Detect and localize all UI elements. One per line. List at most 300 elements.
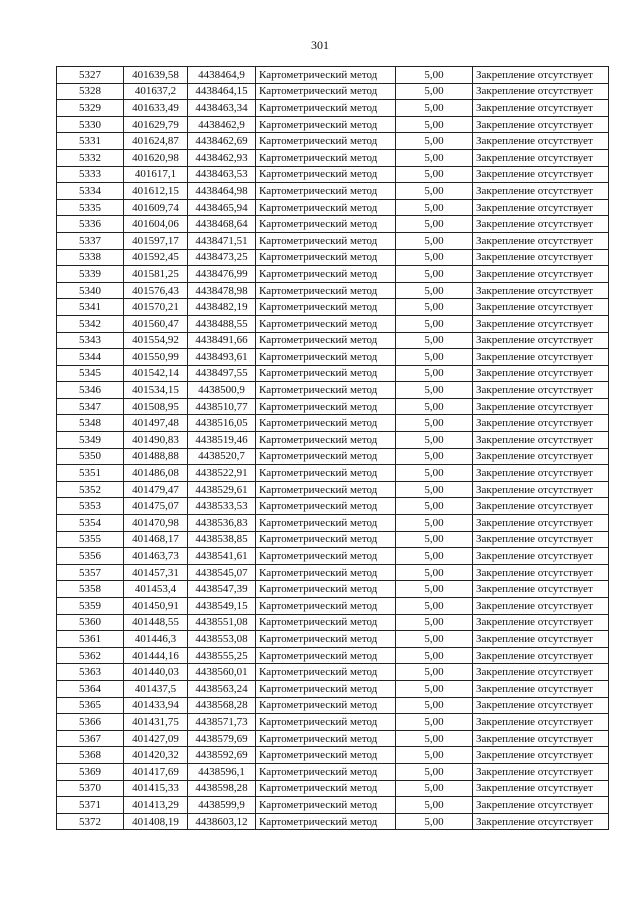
x-coordinate-cell: 401554,92 — [124, 332, 188, 349]
point-number-cell: 5362 — [57, 647, 124, 664]
method-cell: Картометрический метод — [256, 299, 396, 316]
table-row — [57, 813, 609, 830]
fixation-cell: Закрепление отсутствует — [473, 614, 609, 631]
table-row — [57, 614, 609, 631]
accuracy-cell: 5,00 — [396, 531, 473, 548]
y-coordinate-cell: 4438592,69 — [188, 747, 256, 764]
y-coordinate-cell: 4438563,24 — [188, 680, 256, 697]
method-cell: Картометрический метод — [256, 548, 396, 565]
accuracy-cell: 5,00 — [396, 332, 473, 349]
x-coordinate-cell: 401446,3 — [124, 631, 188, 648]
x-coordinate-cell: 401612,15 — [124, 183, 188, 200]
point-number-cell: 5356 — [57, 548, 124, 565]
x-coordinate-cell: 401437,5 — [124, 680, 188, 697]
fixation-cell: Закрепление отсутствует — [473, 548, 609, 565]
point-number-cell: 5355 — [57, 531, 124, 548]
method-cell: Картометрический метод — [256, 116, 396, 133]
y-coordinate-cell: 4438497,55 — [188, 365, 256, 382]
method-cell: Картометрический метод — [256, 398, 396, 415]
point-number-cell: 5359 — [57, 598, 124, 615]
y-coordinate-cell: 4438476,99 — [188, 266, 256, 283]
accuracy-cell: 5,00 — [396, 498, 473, 515]
coordinates-table-body — [57, 67, 609, 830]
table-row — [57, 797, 609, 814]
table-row — [57, 564, 609, 581]
x-coordinate-cell: 401604,06 — [124, 216, 188, 233]
method-cell: Картометрический метод — [256, 83, 396, 100]
y-coordinate-cell: 4438560,01 — [188, 664, 256, 681]
table-row — [57, 349, 609, 366]
x-coordinate-cell: 401508,95 — [124, 398, 188, 415]
point-number-cell: 5360 — [57, 614, 124, 631]
method-cell: Картометрический метод — [256, 614, 396, 631]
method-cell: Картометрический метод — [256, 415, 396, 432]
fixation-cell: Закрепление отсутствует — [473, 448, 609, 465]
y-coordinate-cell: 4438555,25 — [188, 647, 256, 664]
method-cell: Картометрический метод — [256, 780, 396, 797]
x-coordinate-cell: 401617,1 — [124, 166, 188, 183]
fixation-cell: Закрепление отсутствует — [473, 83, 609, 100]
method-cell: Картометрический метод — [256, 315, 396, 332]
point-number-cell: 5329 — [57, 100, 124, 117]
point-number-cell: 5371 — [57, 797, 124, 814]
x-coordinate-cell: 401444,16 — [124, 647, 188, 664]
point-number-cell: 5327 — [57, 67, 124, 84]
accuracy-cell: 5,00 — [396, 614, 473, 631]
x-coordinate-cell: 401433,94 — [124, 697, 188, 714]
table-row — [57, 232, 609, 249]
point-number-cell: 5349 — [57, 432, 124, 449]
table-row — [57, 332, 609, 349]
x-coordinate-cell: 401497,48 — [124, 415, 188, 432]
table-row — [57, 481, 609, 498]
accuracy-cell: 5,00 — [396, 216, 473, 233]
table-row — [57, 515, 609, 532]
accuracy-cell: 5,00 — [396, 714, 473, 731]
accuracy-cell: 5,00 — [396, 664, 473, 681]
y-coordinate-cell: 4438568,28 — [188, 697, 256, 714]
table-row — [57, 714, 609, 731]
accuracy-cell: 5,00 — [396, 763, 473, 780]
fixation-cell: Закрепление отсутствует — [473, 813, 609, 830]
x-coordinate-cell: 401431,75 — [124, 714, 188, 731]
x-coordinate-cell: 401490,83 — [124, 432, 188, 449]
y-coordinate-cell: 4438549,15 — [188, 598, 256, 615]
point-number-cell: 5342 — [57, 315, 124, 332]
y-coordinate-cell: 4438516,05 — [188, 415, 256, 432]
y-coordinate-cell: 4438547,39 — [188, 581, 256, 598]
method-cell: Картометрический метод — [256, 67, 396, 84]
point-number-cell: 5350 — [57, 448, 124, 465]
fixation-cell: Закрепление отсутствует — [473, 564, 609, 581]
accuracy-cell: 5,00 — [396, 581, 473, 598]
fixation-cell: Закрепление отсутствует — [473, 664, 609, 681]
accuracy-cell: 5,00 — [396, 249, 473, 266]
y-coordinate-cell: 4438599,9 — [188, 797, 256, 814]
fixation-cell: Закрепление отсутствует — [473, 100, 609, 117]
method-cell: Картометрический метод — [256, 680, 396, 697]
fixation-cell: Закрепление отсутствует — [473, 199, 609, 216]
method-cell: Картометрический метод — [256, 100, 396, 117]
fixation-cell: Закрепление отсутствует — [473, 730, 609, 747]
method-cell: Картометрический метод — [256, 448, 396, 465]
coordinates-table — [56, 66, 609, 830]
point-number-cell: 5338 — [57, 249, 124, 266]
table-row — [57, 183, 609, 200]
point-number-cell: 5331 — [57, 133, 124, 150]
method-cell: Картометрический метод — [256, 183, 396, 200]
y-coordinate-cell: 4438533,53 — [188, 498, 256, 515]
point-number-cell: 5345 — [57, 365, 124, 382]
accuracy-cell: 5,00 — [396, 564, 473, 581]
fixation-cell: Закрепление отсутствует — [473, 232, 609, 249]
method-cell: Картометрический метод — [256, 747, 396, 764]
point-number-cell: 5370 — [57, 780, 124, 797]
accuracy-cell: 5,00 — [396, 432, 473, 449]
point-number-cell: 5368 — [57, 747, 124, 764]
x-coordinate-cell: 401560,47 — [124, 315, 188, 332]
point-number-cell: 5364 — [57, 680, 124, 697]
accuracy-cell: 5,00 — [396, 797, 473, 814]
point-number-cell: 5353 — [57, 498, 124, 515]
method-cell: Картометрический метод — [256, 232, 396, 249]
x-coordinate-cell: 401463,73 — [124, 548, 188, 565]
x-coordinate-cell: 401420,32 — [124, 747, 188, 764]
y-coordinate-cell: 4438598,28 — [188, 780, 256, 797]
x-coordinate-cell: 401639,58 — [124, 67, 188, 84]
x-coordinate-cell: 401576,43 — [124, 282, 188, 299]
fixation-cell: Закрепление отсутствует — [473, 531, 609, 548]
method-cell: Картометрический метод — [256, 581, 396, 598]
y-coordinate-cell: 4438462,9 — [188, 116, 256, 133]
method-cell: Картометрический метод — [256, 216, 396, 233]
table-row — [57, 398, 609, 415]
accuracy-cell: 5,00 — [396, 448, 473, 465]
fixation-cell: Закрепление отсутствует — [473, 432, 609, 449]
table-row — [57, 116, 609, 133]
fixation-cell: Закрепление отсутствует — [473, 680, 609, 697]
table-row — [57, 266, 609, 283]
y-coordinate-cell: 4438491,66 — [188, 332, 256, 349]
x-coordinate-cell: 401475,07 — [124, 498, 188, 515]
accuracy-cell: 5,00 — [396, 813, 473, 830]
x-coordinate-cell: 401581,25 — [124, 266, 188, 283]
fixation-cell: Закрепление отсутствует — [473, 332, 609, 349]
accuracy-cell: 5,00 — [396, 515, 473, 532]
table-row — [57, 581, 609, 598]
y-coordinate-cell: 4438536,83 — [188, 515, 256, 532]
accuracy-cell: 5,00 — [396, 282, 473, 299]
method-cell: Картометрический метод — [256, 432, 396, 449]
method-cell: Картометрический метод — [256, 730, 396, 747]
table-row — [57, 763, 609, 780]
accuracy-cell: 5,00 — [396, 315, 473, 332]
table-row — [57, 382, 609, 399]
accuracy-cell: 5,00 — [396, 631, 473, 648]
x-coordinate-cell: 401624,87 — [124, 133, 188, 150]
point-number-cell: 5358 — [57, 581, 124, 598]
point-number-cell: 5335 — [57, 199, 124, 216]
table-row — [57, 249, 609, 266]
point-number-cell: 5352 — [57, 481, 124, 498]
accuracy-cell: 5,00 — [396, 299, 473, 316]
fixation-cell: Закрепление отсутствует — [473, 349, 609, 366]
y-coordinate-cell: 4438596,1 — [188, 763, 256, 780]
x-coordinate-cell: 401597,17 — [124, 232, 188, 249]
point-number-cell: 5357 — [57, 564, 124, 581]
accuracy-cell: 5,00 — [396, 548, 473, 565]
point-number-cell: 5344 — [57, 349, 124, 366]
method-cell: Картометрический метод — [256, 481, 396, 498]
fixation-cell: Закрепление отсутствует — [473, 266, 609, 283]
point-number-cell: 5336 — [57, 216, 124, 233]
point-number-cell: 5341 — [57, 299, 124, 316]
y-coordinate-cell: 4438464,98 — [188, 183, 256, 200]
point-number-cell: 5343 — [57, 332, 124, 349]
method-cell: Картометрический метод — [256, 249, 396, 266]
y-coordinate-cell: 4438465,94 — [188, 199, 256, 216]
point-number-cell: 5365 — [57, 697, 124, 714]
fixation-cell: Закрепление отсутствует — [473, 365, 609, 382]
table-row — [57, 83, 609, 100]
table-row — [57, 631, 609, 648]
x-coordinate-cell: 401468,17 — [124, 531, 188, 548]
point-number-cell: 5367 — [57, 730, 124, 747]
point-number-cell: 5333 — [57, 166, 124, 183]
accuracy-cell: 5,00 — [396, 647, 473, 664]
x-coordinate-cell: 401470,98 — [124, 515, 188, 532]
table-row — [57, 780, 609, 797]
method-cell: Картометрический метод — [256, 349, 396, 366]
method-cell: Картометрический метод — [256, 697, 396, 714]
point-number-cell: 5340 — [57, 282, 124, 299]
method-cell: Картометрический метод — [256, 382, 396, 399]
accuracy-cell: 5,00 — [396, 780, 473, 797]
point-number-cell: 5363 — [57, 664, 124, 681]
fixation-cell: Закрепление отсутствует — [473, 481, 609, 498]
table-row — [57, 730, 609, 747]
accuracy-cell: 5,00 — [396, 398, 473, 415]
fixation-cell: Закрепление отсутствует — [473, 631, 609, 648]
fixation-cell: Закрепление отсутствует — [473, 166, 609, 183]
accuracy-cell: 5,00 — [396, 67, 473, 84]
x-coordinate-cell: 401592,45 — [124, 249, 188, 266]
table-row — [57, 415, 609, 432]
accuracy-cell: 5,00 — [396, 199, 473, 216]
method-cell: Картометрический метод — [256, 515, 396, 532]
x-coordinate-cell: 401620,98 — [124, 149, 188, 166]
x-coordinate-cell: 401453,4 — [124, 581, 188, 598]
fixation-cell: Закрепление отсутствует — [473, 647, 609, 664]
fixation-cell: Закрепление отсутствует — [473, 515, 609, 532]
x-coordinate-cell: 401542,14 — [124, 365, 188, 382]
y-coordinate-cell: 4438520,7 — [188, 448, 256, 465]
y-coordinate-cell: 4438541,61 — [188, 548, 256, 565]
accuracy-cell: 5,00 — [396, 481, 473, 498]
point-number-cell: 5366 — [57, 714, 124, 731]
method-cell: Картометрический метод — [256, 149, 396, 166]
fixation-cell: Закрепление отсутствует — [473, 581, 609, 598]
fixation-cell: Закрепление отсутствует — [473, 249, 609, 266]
y-coordinate-cell: 4438553,08 — [188, 631, 256, 648]
method-cell: Картометрический метод — [256, 763, 396, 780]
table-row — [57, 465, 609, 482]
method-cell: Картометрический метод — [256, 714, 396, 731]
y-coordinate-cell: 4438500,9 — [188, 382, 256, 399]
fixation-cell: Закрепление отсутствует — [473, 183, 609, 200]
x-coordinate-cell: 401550,99 — [124, 349, 188, 366]
x-coordinate-cell: 401637,2 — [124, 83, 188, 100]
table-row — [57, 149, 609, 166]
y-coordinate-cell: 4438603,12 — [188, 813, 256, 830]
method-cell: Картометрический метод — [256, 266, 396, 283]
point-number-cell: 5328 — [57, 83, 124, 100]
accuracy-cell: 5,00 — [396, 349, 473, 366]
table-row — [57, 100, 609, 117]
table-row — [57, 299, 609, 316]
x-coordinate-cell: 401417,69 — [124, 763, 188, 780]
table-row — [57, 282, 609, 299]
point-number-cell: 5332 — [57, 149, 124, 166]
accuracy-cell: 5,00 — [396, 697, 473, 714]
accuracy-cell: 5,00 — [396, 183, 473, 200]
method-cell: Картометрический метод — [256, 531, 396, 548]
y-coordinate-cell: 4438571,73 — [188, 714, 256, 731]
y-coordinate-cell: 4438464,9 — [188, 67, 256, 84]
point-number-cell: 5347 — [57, 398, 124, 415]
table-row — [57, 647, 609, 664]
y-coordinate-cell: 4438579,69 — [188, 730, 256, 747]
table-row — [57, 697, 609, 714]
y-coordinate-cell: 4438482,19 — [188, 299, 256, 316]
table-row — [57, 315, 609, 332]
accuracy-cell: 5,00 — [396, 382, 473, 399]
y-coordinate-cell: 4438473,25 — [188, 249, 256, 266]
point-number-cell: 5354 — [57, 515, 124, 532]
x-coordinate-cell: 401440,03 — [124, 664, 188, 681]
accuracy-cell: 5,00 — [396, 266, 473, 283]
method-cell: Картометрический метод — [256, 465, 396, 482]
table-row — [57, 133, 609, 150]
x-coordinate-cell: 401408,19 — [124, 813, 188, 830]
y-coordinate-cell: 4438471,51 — [188, 232, 256, 249]
point-number-cell: 5369 — [57, 763, 124, 780]
method-cell: Картометрический метод — [256, 564, 396, 581]
y-coordinate-cell: 4438529,61 — [188, 481, 256, 498]
fixation-cell: Закрепление отсутствует — [473, 415, 609, 432]
x-coordinate-cell: 401488,88 — [124, 448, 188, 465]
table-row — [57, 432, 609, 449]
table-row — [57, 664, 609, 681]
x-coordinate-cell: 401486,08 — [124, 465, 188, 482]
x-coordinate-cell: 401570,21 — [124, 299, 188, 316]
fixation-cell: Закрепление отсутствует — [473, 315, 609, 332]
table-row — [57, 216, 609, 233]
fixation-cell: Закрепление отсутствует — [473, 282, 609, 299]
fixation-cell: Закрепление отсутствует — [473, 714, 609, 731]
table-row — [57, 531, 609, 548]
method-cell: Картометрический метод — [256, 813, 396, 830]
point-number-cell: 5330 — [57, 116, 124, 133]
fixation-cell: Закрепление отсутствует — [473, 149, 609, 166]
accuracy-cell: 5,00 — [396, 232, 473, 249]
fixation-cell: Закрепление отсутствует — [473, 498, 609, 515]
table-row — [57, 365, 609, 382]
y-coordinate-cell: 4438464,15 — [188, 83, 256, 100]
y-coordinate-cell: 4438522,91 — [188, 465, 256, 482]
x-coordinate-cell: 401450,91 — [124, 598, 188, 615]
accuracy-cell: 5,00 — [396, 365, 473, 382]
fixation-cell: Закрепление отсутствует — [473, 697, 609, 714]
fixation-cell: Закрепление отсутствует — [473, 747, 609, 764]
x-coordinate-cell: 401633,49 — [124, 100, 188, 117]
accuracy-cell: 5,00 — [396, 149, 473, 166]
fixation-cell: Закрепление отсутствует — [473, 465, 609, 482]
fixation-cell: Закрепление отсутствует — [473, 763, 609, 780]
accuracy-cell: 5,00 — [396, 415, 473, 432]
accuracy-cell: 5,00 — [396, 166, 473, 183]
table-row — [57, 166, 609, 183]
method-cell: Картометрический метод — [256, 365, 396, 382]
x-coordinate-cell: 401479,47 — [124, 481, 188, 498]
table-row — [57, 680, 609, 697]
y-coordinate-cell: 4438545,07 — [188, 564, 256, 581]
x-coordinate-cell: 401427,09 — [124, 730, 188, 747]
table-row — [57, 67, 609, 84]
fixation-cell: Закрепление отсутствует — [473, 216, 609, 233]
table-row — [57, 548, 609, 565]
fixation-cell: Закрепление отсутствует — [473, 116, 609, 133]
page-number: 301 — [311, 38, 329, 52]
fixation-cell: Закрепление отсутствует — [473, 299, 609, 316]
method-cell: Картометрический метод — [256, 647, 396, 664]
y-coordinate-cell: 4438493,61 — [188, 349, 256, 366]
accuracy-cell: 5,00 — [396, 100, 473, 117]
fixation-cell: Закрепление отсутствует — [473, 598, 609, 615]
fixation-cell: Закрепление отсутствует — [473, 133, 609, 150]
y-coordinate-cell: 4438462,93 — [188, 149, 256, 166]
y-coordinate-cell: 4438488,55 — [188, 315, 256, 332]
table-row — [57, 498, 609, 515]
point-number-cell: 5337 — [57, 232, 124, 249]
fixation-cell: Закрепление отсутствует — [473, 797, 609, 814]
point-number-cell: 5334 — [57, 183, 124, 200]
x-coordinate-cell: 401457,31 — [124, 564, 188, 581]
method-cell: Картометрический метод — [256, 332, 396, 349]
method-cell: Картометрический метод — [256, 598, 396, 615]
method-cell: Картометрический метод — [256, 797, 396, 814]
point-number-cell: 5348 — [57, 415, 124, 432]
accuracy-cell: 5,00 — [396, 747, 473, 764]
point-number-cell: 5372 — [57, 813, 124, 830]
accuracy-cell: 5,00 — [396, 730, 473, 747]
y-coordinate-cell: 4438468,64 — [188, 216, 256, 233]
fixation-cell: Закрепление отсутствует — [473, 780, 609, 797]
method-cell: Картометрический метод — [256, 664, 396, 681]
point-number-cell: 5351 — [57, 465, 124, 482]
method-cell: Картометрический метод — [256, 199, 396, 216]
point-number-cell: 5346 — [57, 382, 124, 399]
accuracy-cell: 5,00 — [396, 83, 473, 100]
y-coordinate-cell: 4438463,34 — [188, 100, 256, 117]
accuracy-cell: 5,00 — [396, 116, 473, 133]
method-cell: Картометрический метод — [256, 498, 396, 515]
accuracy-cell: 5,00 — [396, 598, 473, 615]
fixation-cell: Закрепление отсутствует — [473, 382, 609, 399]
y-coordinate-cell: 4438551,08 — [188, 614, 256, 631]
y-coordinate-cell: 4438510,77 — [188, 398, 256, 415]
accuracy-cell: 5,00 — [396, 680, 473, 697]
